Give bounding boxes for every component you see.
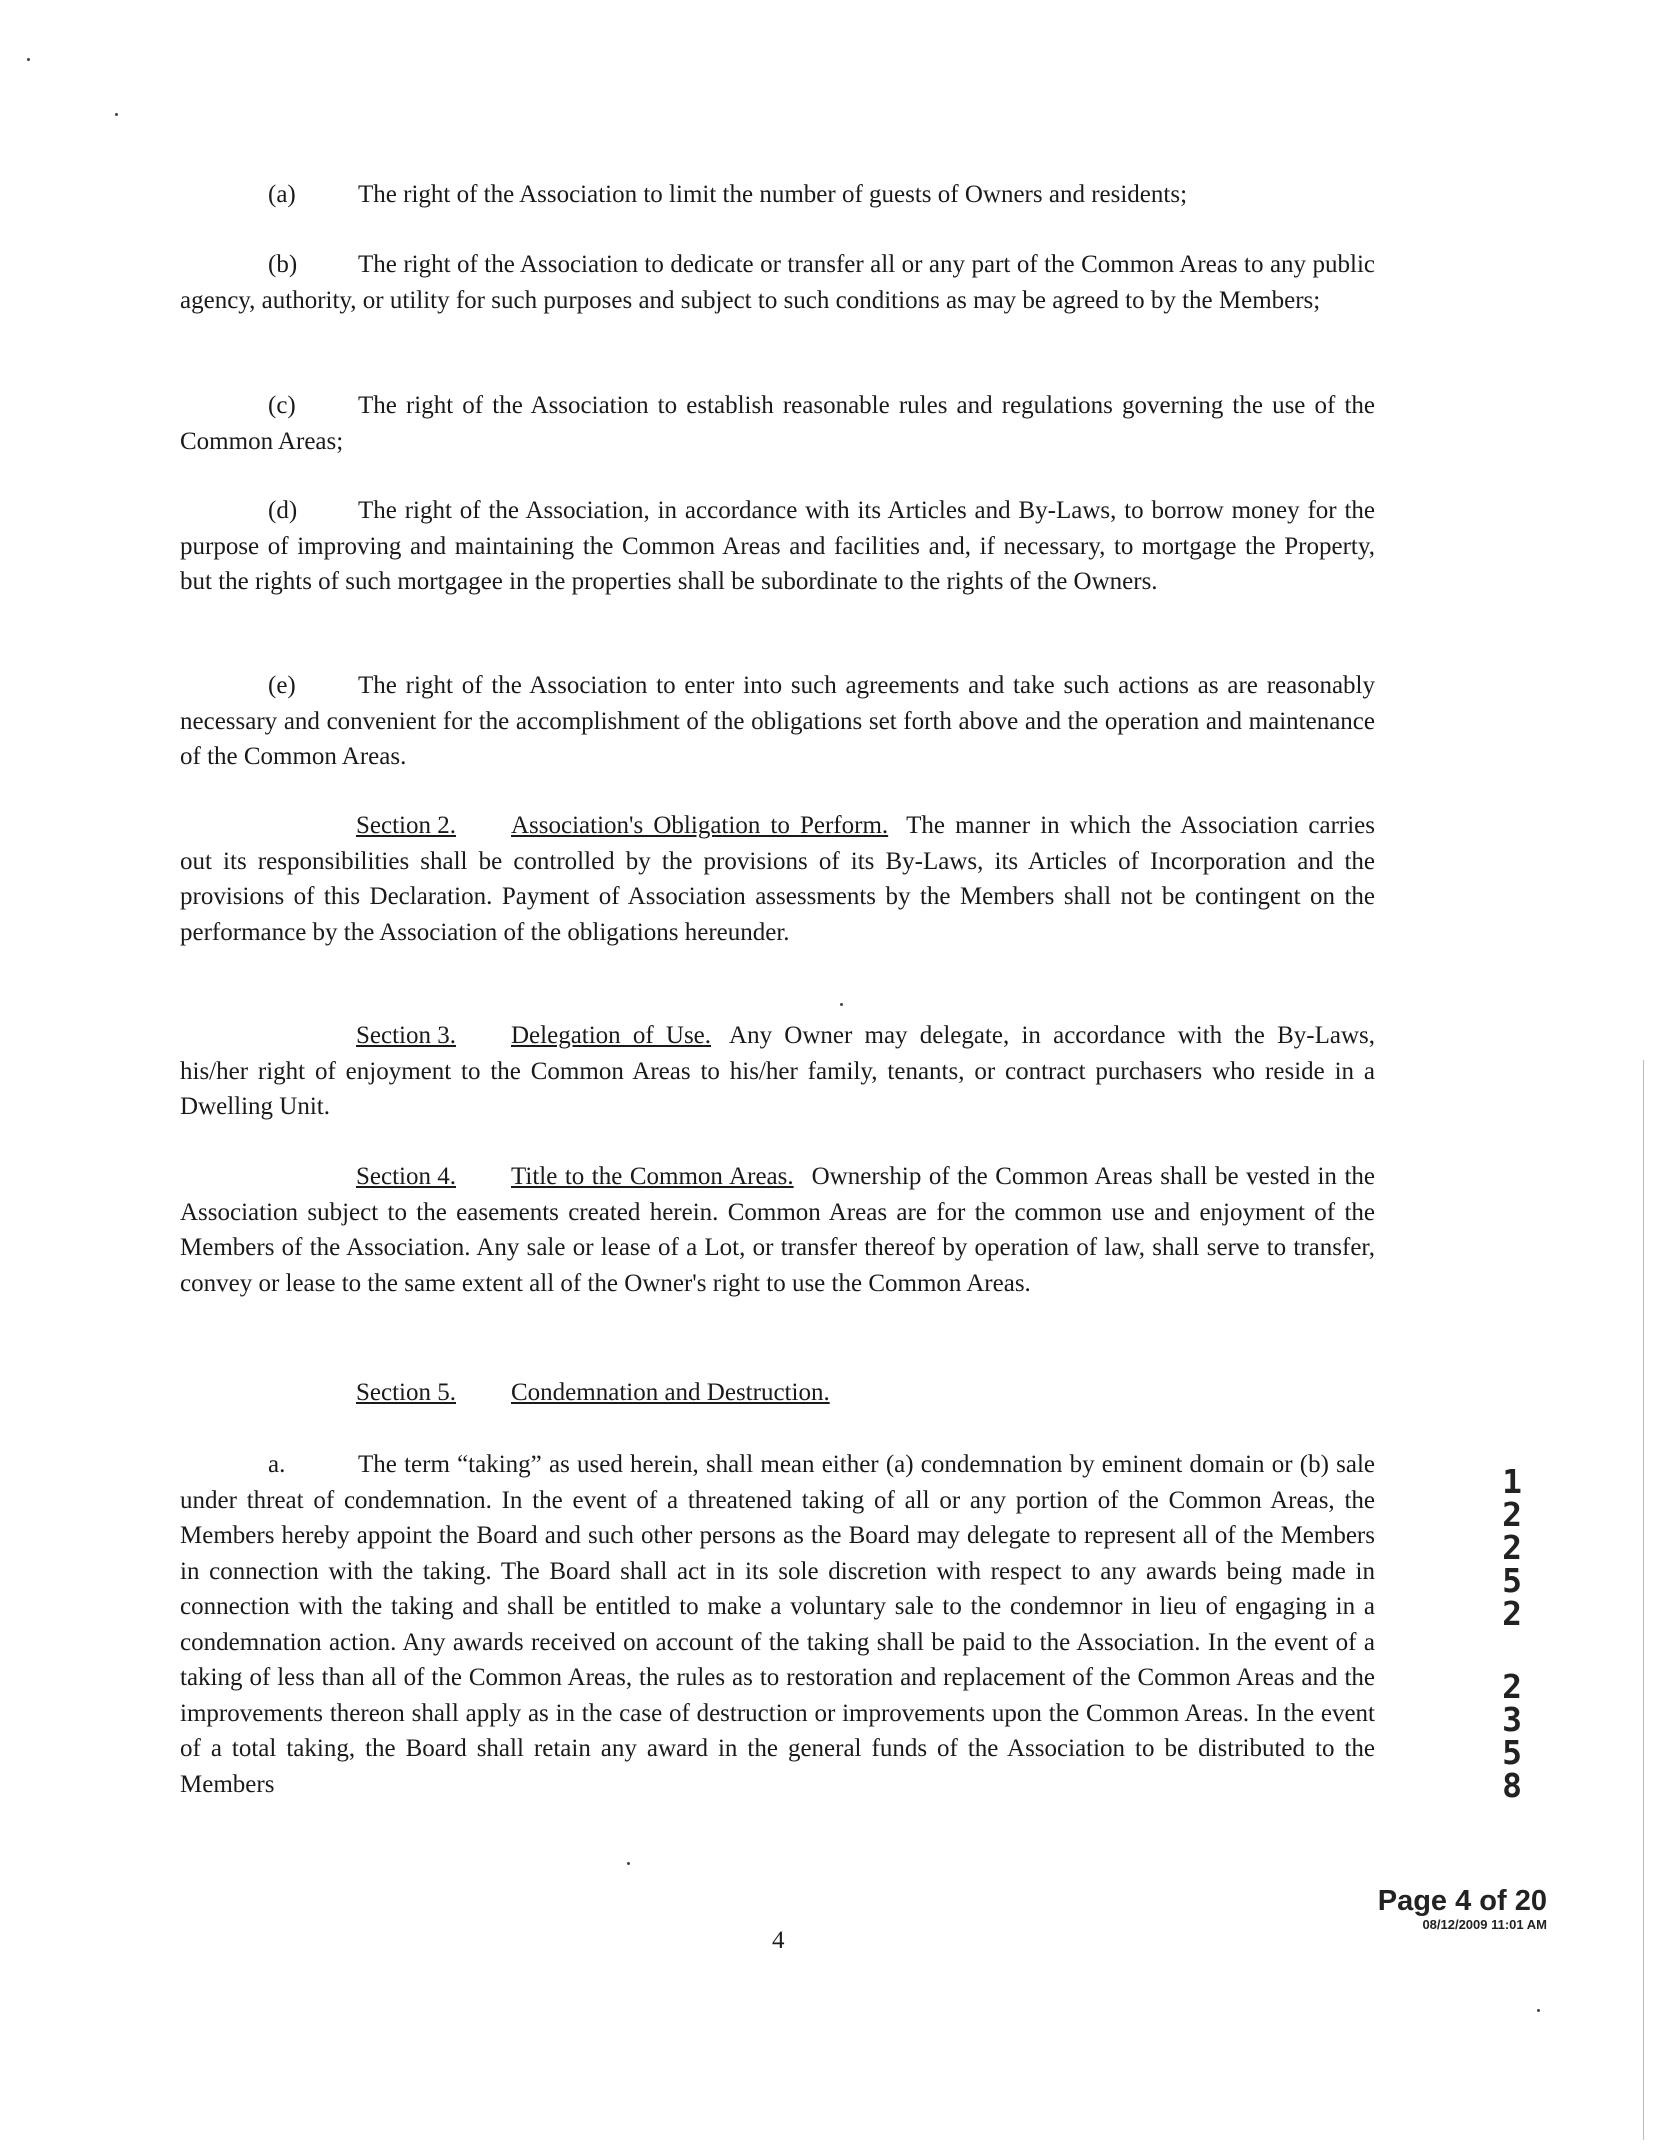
paragraph-text: The right of the Association to establish reasonable rules and regulations governing the use of the Common Areas; <box>180 392 1375 455</box>
recording-digit: 5 <box>1502 1561 1522 1600</box>
section-label: Section 2. <box>356 812 456 839</box>
scan-speck <box>1537 2009 1540 2012</box>
recording-digit: 8 <box>1502 1766 1522 1805</box>
section-heading: Title to the Common Areas. <box>511 1163 794 1190</box>
scan-edge-line <box>1643 1060 1644 2140</box>
paragraph-number: (b) <box>268 251 298 278</box>
recording-digit: 2 <box>1502 1528 1522 1567</box>
subsection-text: The term “taking” as used herein, shall mean either (a) condemnation by eminent domain or (b) sale under threat of condemnation. In the event of a threatened taking of all or any portion of the Common Areas, the Members hereby appoint the Board and such other persons as the Board may delegate to represent all of the Members in connection with the taking. The Board shall act in its sole discretion with respect to any awards being made in connection with the taking and shall be entitled to make a voluntary sale to the condemnor in lieu of engaging in a condemnation action. Any awards received on account of the taking shall be paid to the Association. In the event of a taking of less than all of the Common Areas, the rules as to restoration and replacement of the Common Areas and the improvements thereon shall apply as in the case of destruction or improvements upon the Common Areas. In the event of a total taking, the Board shall retain any award in the general funds of the Association to be distributed to the Members <box>180 1451 1375 1798</box>
section-label: Section 4. <box>356 1163 456 1190</box>
scan-speck <box>840 1003 843 1006</box>
paragraph-number: (a) <box>268 181 296 208</box>
section-text: Any Owner may delegate, in accordance with the By-Laws, his/her right of enjoyment to the Common Areas to his/her family, tenants, or contract purchasers who reside in a Dwelling Unit. <box>180 1022 1375 1120</box>
paragraph-c <box>180 388 1375 459</box>
paragraph-d <box>180 493 1375 600</box>
recording-digit: 3 <box>1502 1700 1522 1739</box>
section-heading: Condemnation and Destruction. <box>511 1379 830 1406</box>
recording-number <box>1495 1462 1529 1805</box>
page-stamp-title: Page 4 of 20 <box>1377 1885 1547 1917</box>
recording-gap <box>1495 1630 1529 1670</box>
section-5 <box>180 1375 1375 1411</box>
paragraph-number: (e) <box>268 672 296 699</box>
paragraph-text: The right of the Association to dedicate or transfer all or any part of the Common Areas to any public agency, authority, or utility for such purposes and subject to such conditions as may be agreed to by the Members; <box>180 251 1375 314</box>
page-number: 4 <box>772 1927 785 1954</box>
recording-digit: 2 <box>1502 1667 1522 1706</box>
paragraph-a <box>180 177 1375 213</box>
scan-speck <box>27 58 30 61</box>
section-label: Section 5. <box>356 1379 456 1406</box>
section-heading: Association's Obligation to Perform. <box>511 812 889 839</box>
scan-speck <box>627 1862 630 1865</box>
section-4 <box>180 1159 1375 1301</box>
paragraph-e <box>180 668 1375 775</box>
section-2 <box>180 808 1375 950</box>
recording-digit: 1 <box>1502 1462 1522 1501</box>
paragraph-b <box>180 247 1375 318</box>
recording-digit: 5 <box>1502 1733 1522 1772</box>
paragraph-number: (c) <box>268 392 296 419</box>
section-text: Ownership of the Common Areas shall be vested in the Association subject to the easements created herein. Common Areas are for the common use and enjoyment of the Members of the Association. Any sale or lease of a Lot, or transfer thereof by operation of law, shall serve to transfer, convey or lease to the same extent all of the Owner's right to use the Common Areas. <box>180 1163 1375 1297</box>
section-text: The manner in which the Association carries out its responsibilities shall be controlled by the provisions of its By-Laws, its Articles of Incorporation and the provisions of this Declaration. Payment of Association assessments by the Members shall not be contingent on the performance by the Association of the obligations hereunder. <box>180 812 1375 946</box>
subsection-a <box>180 1447 1375 1802</box>
paragraph-text: The right of the Association to limit the number of guests of Owners and residents; <box>358 181 1188 208</box>
subsection-number: a. <box>268 1451 286 1478</box>
recording-digit: 2 <box>1502 1594 1522 1633</box>
paragraph-text: The right of the Association to enter into such agreements and take such actions as are reasonably necessary and convenient for the accomplishment of the obligations set forth above and the operation and maintenance of the Common Areas. <box>180 672 1375 770</box>
page-stamp <box>1378 1885 1547 1933</box>
section-label: Section 3. <box>356 1022 456 1049</box>
paragraph-number: (d) <box>268 497 298 524</box>
scan-speck <box>115 113 118 116</box>
page-stamp-timestamp: 08/12/2009 11:01 AM <box>1422 1917 1547 1932</box>
section-3 <box>180 1018 1375 1125</box>
paragraph-text: The right of the Association, in accordance with its Articles and By-Laws, to borrow money for the purpose of improving and maintaining the Common Areas and facilities and, if necessary, to mortgage the Property, but the rights of such mortgagee in the properties shall be subordinate to the rights of the Owners. <box>180 497 1375 595</box>
section-heading: Delegation of Use. <box>511 1022 712 1049</box>
recording-digit: 2 <box>1502 1495 1522 1534</box>
